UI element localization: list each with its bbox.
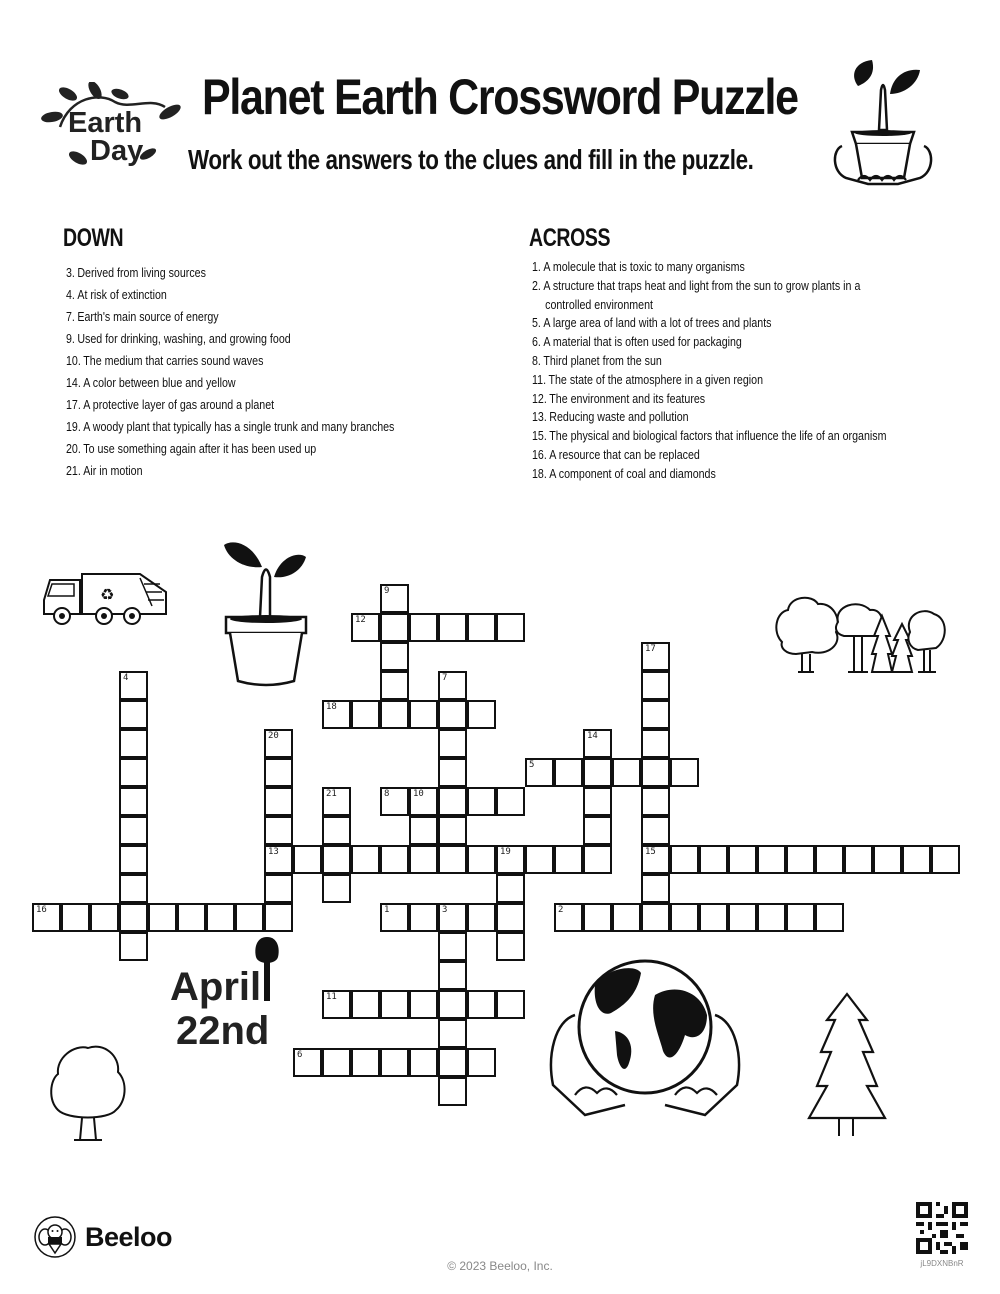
crossword-cell[interactable] <box>467 990 496 1019</box>
crossword-cell[interactable] <box>409 787 438 816</box>
crossword-cell[interactable] <box>409 845 438 874</box>
down-clue: 9. Used for drinking, washing, and growing food <box>66 331 291 346</box>
crossword-cell[interactable] <box>264 903 293 932</box>
crossword-cell[interactable] <box>380 671 409 700</box>
clue-number: 20 <box>268 731 279 741</box>
clue-number: 21 <box>326 789 337 799</box>
april-text: April <box>170 965 262 1009</box>
crossword-cell[interactable] <box>496 874 525 903</box>
crossword-cell[interactable] <box>931 845 960 874</box>
crossword-cell[interactable] <box>322 845 351 874</box>
crossword-cell[interactable] <box>409 613 438 642</box>
clue-number: 4 <box>123 673 129 683</box>
crossword-cell[interactable] <box>119 845 148 874</box>
clue-number: 10 <box>413 789 424 799</box>
crossword-cell[interactable] <box>496 787 525 816</box>
crossword-cell[interactable] <box>902 845 931 874</box>
crossword-cell[interactable] <box>641 642 670 671</box>
crossword-cell[interactable] <box>670 845 699 874</box>
clue-number: 16 <box>36 905 47 915</box>
crossword-cell[interactable] <box>641 903 670 932</box>
crossword-cell[interactable] <box>380 613 409 642</box>
crossword-cell[interactable] <box>786 845 815 874</box>
crossword-cell[interactable] <box>525 758 554 787</box>
down-clue: 17. A protective layer of gas around a planet <box>66 397 275 412</box>
page-title: Planet Earth Crossword Puzzle <box>202 69 798 125</box>
down-clue: 14. A color between blue and yellow <box>66 375 236 390</box>
crossword-cell[interactable] <box>641 816 670 845</box>
clue-number: 17 <box>645 644 656 654</box>
crossword-cell[interactable] <box>32 903 61 932</box>
clue-number: 9 <box>384 586 390 596</box>
crossword-cell[interactable] <box>380 1048 409 1077</box>
across-clue: 18. A component of coal and diamonds <box>532 465 716 481</box>
crossword-cell[interactable] <box>119 874 148 903</box>
crossword-cell[interactable] <box>409 1048 438 1077</box>
crossword-cell[interactable] <box>119 700 148 729</box>
crossword-cell[interactable] <box>119 671 148 700</box>
copyright-text: © 2023 Beeloo, Inc. <box>447 1259 553 1273</box>
crossword-cell[interactable] <box>496 613 525 642</box>
crossword-cell[interactable] <box>438 1048 467 1077</box>
crossword-cell[interactable] <box>322 700 351 729</box>
across-clue: 13. Reducing waste and pollution <box>532 409 689 425</box>
crossword-cell[interactable] <box>583 845 612 874</box>
crossword-cell[interactable] <box>148 903 177 932</box>
crossword-cell[interactable] <box>583 816 612 845</box>
crossword-cell[interactable] <box>264 758 293 787</box>
clue-number: 1 <box>384 905 390 915</box>
clue-number: 6 <box>297 1050 303 1060</box>
crossword-cell[interactable] <box>583 729 612 758</box>
across-clue: 12. The environment and its features <box>532 390 706 406</box>
crossword-cell[interactable] <box>641 787 670 816</box>
plant-in-hands-icon <box>828 60 938 190</box>
crossword-cell[interactable] <box>409 903 438 932</box>
crossword-cell[interactable] <box>496 932 525 961</box>
clue-number: 3 <box>442 905 448 915</box>
logo-earth-text: Earth <box>68 107 143 139</box>
across-clue: 16. A resource that can be replaced <box>532 446 700 462</box>
across-clue: 15. The physical and biological factors that influence the life of an organism <box>532 428 887 444</box>
crossword-cell[interactable] <box>670 758 699 787</box>
crossword-cell[interactable] <box>119 729 148 758</box>
crossword-cell[interactable] <box>409 990 438 1019</box>
crossword-cell[interactable] <box>583 903 612 932</box>
crossword-cell[interactable] <box>525 845 554 874</box>
brand-name: Beeloo <box>85 1221 173 1252</box>
crossword-cell[interactable] <box>670 903 699 932</box>
qr-code[interactable] <box>916 1202 968 1254</box>
crossword-cell[interactable] <box>554 903 583 932</box>
crossword-cell[interactable] <box>380 642 409 671</box>
crossword-cell[interactable] <box>438 990 467 1019</box>
crossword-cell[interactable] <box>264 787 293 816</box>
crossword-cell[interactable] <box>438 613 467 642</box>
clue-number: 14 <box>587 731 598 741</box>
across-clue: 8. Third planet from the sun <box>532 352 662 368</box>
crossword-cell[interactable] <box>264 845 293 874</box>
crossword-cell[interactable] <box>322 1048 351 1077</box>
clue-number: 18 <box>326 702 337 712</box>
crossword-cell[interactable] <box>206 903 235 932</box>
crossword-cell[interactable] <box>641 671 670 700</box>
down-heading: DOWN <box>63 224 124 252</box>
crossword-cell[interactable] <box>438 671 467 700</box>
crossword-cell[interactable] <box>467 787 496 816</box>
clue-number: 7 <box>442 673 448 683</box>
clue-number: 5 <box>529 760 535 770</box>
clue-number: 11 <box>326 992 337 1002</box>
crossword-cell[interactable] <box>641 758 670 787</box>
crossword-cell[interactable] <box>873 845 902 874</box>
down-clue: 20. To use something again after it has been used up <box>66 441 317 456</box>
crossword-cell[interactable] <box>322 787 351 816</box>
clue-number: 19 <box>500 847 511 857</box>
earth-day-logo <box>40 82 185 177</box>
crossword-cell[interactable] <box>235 903 264 932</box>
crossword-cell[interactable] <box>438 845 467 874</box>
crossword-cell[interactable] <box>380 700 409 729</box>
crossword-cell[interactable] <box>351 990 380 1019</box>
across-clue: 2. A structure that traps heat and light from the sun to grow plants in a controlled environment <box>532 277 861 312</box>
crossword-cell[interactable] <box>641 729 670 758</box>
crossword-cell[interactable] <box>119 903 148 932</box>
down-clue: 21. Air in motion <box>66 463 143 478</box>
crossword-cell[interactable] <box>119 816 148 845</box>
crossword-cell[interactable] <box>322 990 351 1019</box>
crossword-cell[interactable] <box>757 845 786 874</box>
crossword-cell[interactable] <box>438 816 467 845</box>
crossword-cell[interactable] <box>438 1019 467 1048</box>
crossword-cell[interactable] <box>815 845 844 874</box>
crossword-cell[interactable] <box>496 845 525 874</box>
crossword-cell[interactable] <box>322 816 351 845</box>
crossword-cell[interactable] <box>786 903 815 932</box>
crossword-cell[interactable] <box>177 903 206 932</box>
qr-code-id: jL9DXNBnR <box>920 1259 964 1268</box>
crossword-cell[interactable] <box>438 1077 467 1106</box>
svg-text:♻: ♻ <box>100 585 115 604</box>
across-clue: 5. A large area of land with a lot of trees and plants <box>532 315 772 331</box>
crossword-cell[interactable] <box>467 613 496 642</box>
clue-number: 8 <box>384 789 390 799</box>
crossword-cell[interactable] <box>699 903 728 932</box>
across-heading: ACROSS <box>529 224 611 252</box>
down-clue: 10. The medium that carries sound waves <box>66 353 264 368</box>
crossword-cell[interactable] <box>496 903 525 932</box>
crossword-cell[interactable] <box>583 758 612 787</box>
crossword-cell[interactable] <box>438 961 467 990</box>
clue-number: 15 <box>645 847 656 857</box>
crossword-cell[interactable] <box>409 700 438 729</box>
crossword-cell[interactable] <box>293 845 322 874</box>
beeloo-brand <box>33 1215 172 1259</box>
crossword-cell[interactable] <box>119 787 148 816</box>
crossword-cell[interactable] <box>641 845 670 874</box>
down-clue: 7. Earth's main source of energy <box>66 309 219 324</box>
crossword-cell[interactable] <box>583 787 612 816</box>
crossword-cell[interactable] <box>351 613 380 642</box>
across-clue: 6. A material that is often used for packaging <box>532 334 742 350</box>
crossword-cell[interactable] <box>728 903 757 932</box>
crossword-cell[interactable] <box>438 700 467 729</box>
crossword-cell[interactable] <box>438 932 467 961</box>
across-clue: 1. A molecule that is toxic to many organisms <box>532 259 745 274</box>
crossword-cell[interactable] <box>264 874 293 903</box>
hands-holding-plant-illustration <box>828 60 938 195</box>
crossword-cell[interactable] <box>264 816 293 845</box>
across-clue: 11. The state of the atmosphere in a given region <box>532 371 764 387</box>
crossword-cell[interactable] <box>699 845 728 874</box>
crossword-cell[interactable] <box>554 845 583 874</box>
crossword-cell[interactable] <box>438 758 467 787</box>
crossword-cell[interactable] <box>380 903 409 932</box>
qr-code-icon <box>916 1202 968 1254</box>
crossword-cell[interactable] <box>119 758 148 787</box>
crossword-cell[interactable] <box>322 874 351 903</box>
crossword-cell[interactable] <box>641 700 670 729</box>
bee-logo-icon <box>33 1215 77 1259</box>
crossword-cell[interactable] <box>496 990 525 1019</box>
crossword-cell[interactable] <box>612 903 641 932</box>
crossword-cell[interactable] <box>612 758 641 787</box>
crossword-cell[interactable] <box>380 845 409 874</box>
down-clue: 3. Derived from living sources <box>66 265 206 280</box>
crossword-cell[interactable] <box>61 903 90 932</box>
clue-number: 12 <box>355 615 366 625</box>
crossword-cell[interactable] <box>467 903 496 932</box>
crossword-cell[interactable] <box>438 903 467 932</box>
crossword-grid <box>33 585 973 1105</box>
crossword-cell[interactable] <box>380 990 409 1019</box>
crossword-cell[interactable] <box>119 932 148 961</box>
down-clue: 19. A woody plant that typically has a single trunk and many branches <box>66 419 395 434</box>
crossword-cell[interactable] <box>815 903 844 932</box>
crossword-cell[interactable] <box>351 1048 380 1077</box>
crossword-cell[interactable] <box>380 787 409 816</box>
crossword-cell[interactable] <box>844 845 873 874</box>
crossword-cell[interactable] <box>90 903 119 932</box>
crossword-cell[interactable] <box>409 816 438 845</box>
clue-number: 13 <box>268 847 279 857</box>
crossword-cell[interactable] <box>264 729 293 758</box>
clue-number: 2 <box>558 905 564 915</box>
crossword-cell[interactable] <box>380 584 409 613</box>
crossword-cell[interactable] <box>293 1048 322 1077</box>
crossword-cell[interactable] <box>641 874 670 903</box>
crossword-cell[interactable] <box>351 700 380 729</box>
crossword-cell[interactable] <box>438 787 467 816</box>
crossword-cell[interactable] <box>757 903 786 932</box>
down-clue-list <box>66 262 394 482</box>
logo-day-text: Day <box>90 135 144 167</box>
across-clue-list <box>532 258 886 484</box>
page-subtitle: Work out the answers to the clues and fill in the puzzle. <box>188 144 754 175</box>
down-clue: 4. At risk of extinction <box>66 287 167 302</box>
crossword-cell[interactable] <box>467 1048 496 1077</box>
crossword-cell[interactable] <box>351 845 380 874</box>
crossword-cell[interactable] <box>467 700 496 729</box>
crossword-cell[interactable] <box>438 729 467 758</box>
crossword-cell[interactable] <box>554 758 583 787</box>
crossword-cell[interactable] <box>467 845 496 874</box>
date-22nd-text: 22nd <box>176 1009 270 1053</box>
crossword-cell[interactable] <box>728 845 757 874</box>
